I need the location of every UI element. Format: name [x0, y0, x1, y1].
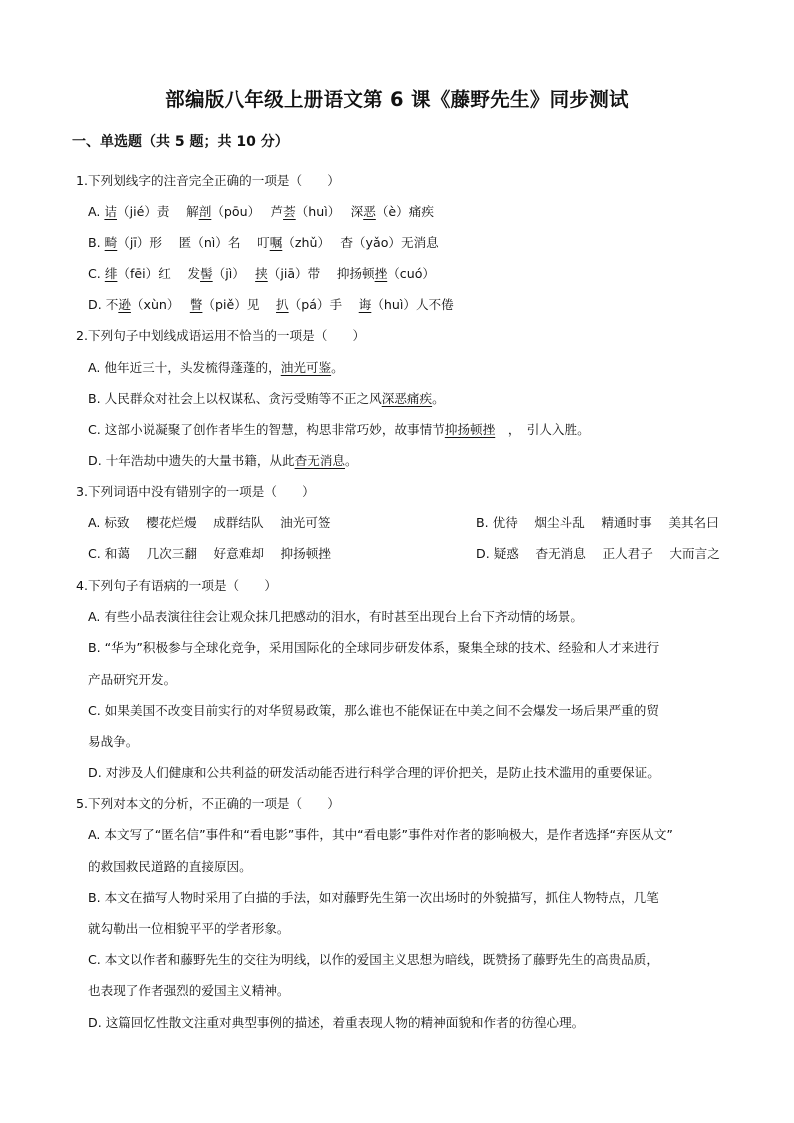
- document-title: 部编版八年级上册语文第 6 课《藤野先生》同步测试: [165, 88, 629, 111]
- question-3-options-row-2: [88, 546, 720, 562]
- question-3-option-d: D. 疑惑 杳无消息 正人君子 大而言之: [476, 546, 720, 561]
- question-3-option-b: B. 优待 烟尘斗乱 精通时事 美其名曰: [476, 515, 719, 530]
- question-5-option-a: A. 本文写了“匿名信”事件和“看电影”事件，其中“看电影”事件对作者的影响极大，是作者选择“弃医从文”: [88, 827, 673, 842]
- question-3-options-row-1: [88, 515, 719, 531]
- question-3-option-a: A. 标致 樱花烂熳 成群结队 油光可签: [88, 515, 331, 530]
- question-5-stem: 5.下列对本文的分析，不正确的一项是（ ）: [76, 796, 340, 811]
- question-1-option-d: D. 不逊（xùn） 瞥（piě）见 扒（pá）手 诲（huì）人不倦: [88, 297, 454, 312]
- question-4-stem: 4.下列句子有语病的一项是（ ）: [76, 578, 277, 593]
- underlined-char: 诘: [104, 204, 117, 219]
- question-4-option-d: D. 对涉及人们健康和公共利益的研发活动能否进行科学合理的评价把关，是防止技术滥用的重要保证。: [88, 765, 660, 780]
- underlined-char: 嘱: [269, 235, 283, 250]
- question-2-option-b: B. 人民群众对社会上以权谋私、贪污受贿等不正之风深恶痛疾。: [88, 391, 445, 406]
- question-5-option-a-cont: 的救国救民道路的直接原因。: [88, 859, 252, 874]
- underlined-char: 绯: [104, 266, 118, 281]
- underlined-char: 挫: [374, 266, 388, 281]
- underlined-char: 挟: [255, 266, 268, 281]
- question-4-option-b: B. “华为”积极参与全球化竞争，采用国际化的全球同步研发体系，聚集全球的技术、经验和人才来进行: [88, 640, 660, 655]
- question-4-option-b-cont: 产品研究开发。: [88, 672, 177, 687]
- question-2-option-a: A. 他年近三十，头发梳得蓬蓬的，油光可鉴。: [88, 360, 344, 375]
- question-1-option-c: C. 绯（fēi）红 发髻（jì） 挟（jiā）带 抑扬顿挫（cuó）: [88, 266, 436, 281]
- underlined-char: 剖: [198, 204, 212, 219]
- underlined-char: 荟: [283, 204, 296, 219]
- section-heading: 一、单选题（共 5 题；共 10 分）: [72, 134, 289, 150]
- question-2-stem: 2.下列句子中划线成语运用不恰当的一项是（ ）: [76, 328, 366, 343]
- question-5-option-b: B. 本文在描写人物时采用了白描的手法，如对藤野先生第一次出场时的外貌描写，抓住人物特点，几笔: [88, 890, 659, 905]
- question-4-option-a: A. 有些小品表演往往会让观众抹几把感动的泪水，有时甚至出现台上台下齐动情的场景。: [88, 609, 583, 624]
- question-3-stem: 3.下列词语中没有错别字的一项是（ ）: [76, 484, 315, 499]
- question-1-stem: 1.下列划线字的注音完全正确的一项是（ ）: [76, 173, 340, 188]
- underlined-idiom: 深恶痛疾: [381, 391, 433, 406]
- question-2-option-c: C. 这部小说凝聚了创作者毕生的智慧，构思非常巧妙，故事情节抑扬顿挫 ， 引人入胜。: [88, 422, 590, 437]
- question-3-option-c: C. 和蔼 几次三翻 好意难却 抑扬顿挫: [88, 546, 331, 561]
- question-2-option-d: D. 十年浩劫中遗失的大量书籍，从此杳无消息。: [88, 453, 358, 468]
- underlined-char: 诲: [358, 297, 372, 312]
- question-4-option-c: C. 如果美国不改变目前实行的对华贸易政策，那么谁也不能保证在中美之间不会爆发一场后果严重的贸: [88, 703, 659, 718]
- question-1-option-b: B. 畸（jī）形 匿（nì）名 叮嘱（zhǔ） 杳（yǎo）无消息: [88, 235, 439, 250]
- question-4-option-c-cont: 易战争。: [88, 734, 139, 749]
- underlined-char: 扒: [276, 297, 289, 312]
- question-5-option-c: C. 本文以作者和藤野先生的交往为明线，以作的爱国主义思想为暗线，既赞扬了藤野先生的高贵品质，: [88, 952, 659, 967]
- question-5-option-c-cont: 也表现了作者强烈的爱国主义精神。: [88, 983, 290, 998]
- underlined-char: 瞥: [189, 297, 203, 312]
- question-5-option-d: D. 这篇回忆性散文注重对典型事例的描述，着重表现人物的精神面貌和作者的彷徨心理。: [88, 1015, 585, 1030]
- underlined-char: 畸: [104, 235, 118, 250]
- underlined-char: 髻: [200, 266, 213, 281]
- question-5-option-b-cont: 就勾勒出一位相貌平平的学者形象。: [88, 921, 290, 936]
- underlined-idiom: 杳无消息: [294, 453, 345, 468]
- underlined-char: 恶: [363, 204, 376, 219]
- question-1-option-a: A. 诘（jié）责 解剖（pōu） 芦荟（huì） 深恶（è）痛疾: [88, 204, 434, 219]
- underlined-char: 逊: [118, 297, 131, 312]
- underlined-idiom: 抑扬顿挫: [444, 422, 496, 437]
- underlined-idiom: 油光可鉴: [280, 360, 332, 375]
